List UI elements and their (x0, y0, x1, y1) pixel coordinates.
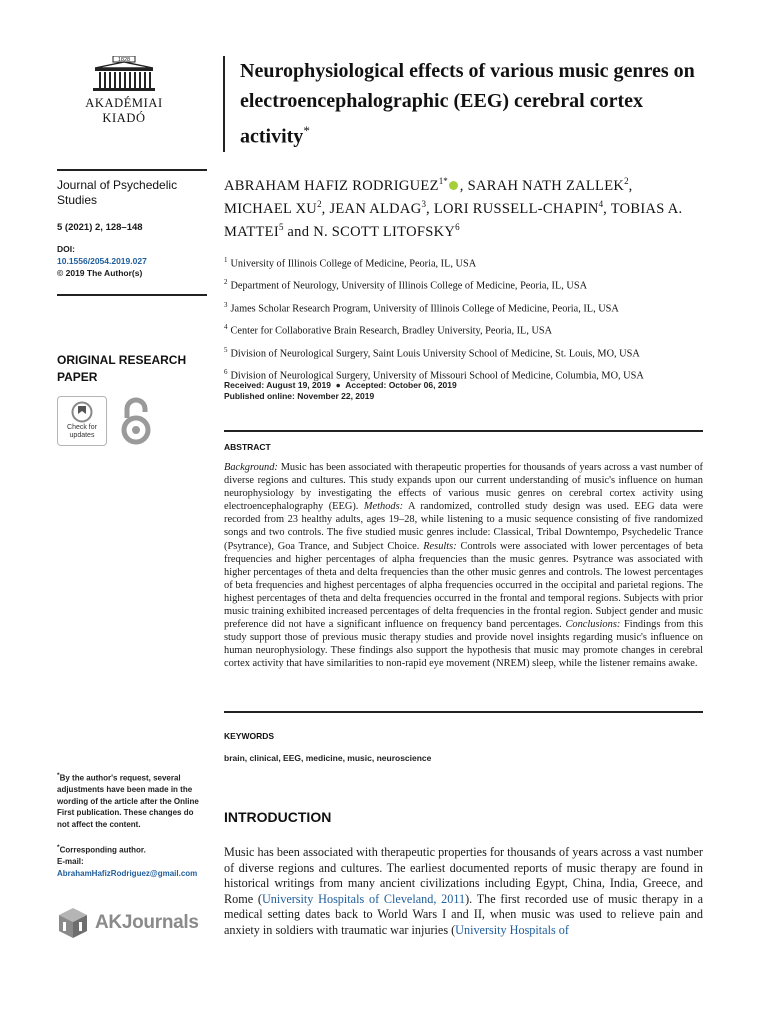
keywords-list: brain, clinical, EEG, medicine, music, neuroscience (224, 753, 432, 763)
affiliation-num: 2 (224, 278, 228, 287)
affiliation-item (224, 318, 703, 340)
open-access-icon (119, 396, 153, 451)
author-name[interactable]: ABRAHAM HAFIZ RODRIGUEZ (224, 177, 439, 194)
copyright: © 2019 The Author(s) (57, 268, 143, 278)
results-label: Results: (423, 540, 457, 552)
background-label: Background: (224, 462, 278, 473)
affiliation-num: 6 (224, 368, 228, 377)
citation-link[interactable]: University Hospitals of (455, 922, 569, 937)
affiliation-item (224, 273, 703, 295)
bullet-separator: ● (335, 380, 341, 390)
author-sup: 6 (455, 221, 460, 232)
check-for-updates-button[interactable] (57, 396, 107, 446)
check-updates-icon (71, 401, 93, 423)
left-divider-top (57, 169, 207, 171)
conclusions-label: Conclusions: (565, 619, 621, 631)
affiliations (224, 251, 703, 386)
author-sup: 3 (421, 198, 426, 209)
affiliation-item (224, 251, 703, 273)
abstract-heading: ABSTRACT (224, 442, 271, 452)
updates-label: updates (69, 432, 95, 439)
author-name[interactable]: MICHAEL XU (224, 200, 318, 217)
affiliation-num: 5 (224, 345, 228, 354)
title-divider (223, 56, 225, 152)
author-sup: 5 (278, 221, 284, 232)
methods-label: Methods: (363, 501, 404, 513)
intro-text: ). The first recorded use of music therapy in a medical setting dates back to World Wars I and II, when music was used to relieve pain and anxiety in soldiers with traumatic war injuries ( (224, 891, 704, 937)
affiliation-text: Center for Collaborative Brain Research, Bradley University, Peoria, IL, USA (230, 325, 553, 337)
affiliation-text: Division of Neurological Surgery, University of Missouri School of Medicine, Columbia, MO, USA (230, 370, 644, 382)
affiliation-num: 1 (224, 256, 228, 264)
author-name[interactable]: N. SCOTT LITOFSKY (313, 223, 456, 240)
article-title-text: Neurophysiological effects of various music genres on electroencephalographic (EEG) cerebral cortex activity (240, 60, 695, 148)
orcid-icon[interactable] (449, 181, 458, 190)
received-date: Received: August 19, 2019 (224, 380, 331, 390)
corresponding-mark: * (57, 844, 60, 851)
abstract-body (224, 461, 703, 671)
check-for-label: Check for (67, 424, 97, 431)
introduction-body (224, 845, 703, 939)
doi-link[interactable]: 10.1556/2054.2019.027 (57, 256, 147, 266)
author-name[interactable]: JEAN ALDAG (329, 200, 422, 217)
doi-label: DOI: (57, 244, 75, 254)
doi-block (57, 243, 207, 279)
left-divider-mid (57, 294, 207, 296)
affiliation-item (224, 296, 703, 318)
accepted-date: Accepted: October 06, 2019 (345, 380, 457, 390)
footnote-request-text: By the author's request, several adjustments have been made in the wording of the article after the Online First publication. These changes do not affect the content. (57, 773, 199, 829)
introduction-heading: INTRODUCTION (224, 809, 332, 825)
abstract-divider-bottom (224, 711, 703, 713)
keywords-heading: KEYWORDS (224, 731, 275, 741)
footnote-corresponding (57, 842, 207, 879)
author-list: ABRAHAM HAFIZ $RODRIGUEZ^{1*}$ , SARAH NATH ZALLEK$^2$, MICHAEL $XU^2$, JEAN ALDAG$^3$, LORI RUSSELL-CHAPIN$^4$, TOBIAS A. MATTEI$^5$ and N. SCOTT LITOFSKY$^6$ (224, 176, 683, 240)
akjournals-cube-icon (57, 906, 89, 940)
publisher-year: 1828 (117, 57, 131, 64)
affiliation-num: 3 (224, 300, 228, 309)
conclusions-text: Findings from this study support those of previous music therapy studies and provide novel insights regarding music's influence on human neurophysiology. These findings also support the hypothesis that music may promote changes in cerebral cortex activity that have similarities to non-rapid eye movement (NREM) sleep, while the listener remains awake. (224, 619, 703, 670)
email-label: E-mail: (57, 857, 84, 867)
affiliation-num: 4 (224, 323, 228, 332)
affiliation-text: Division of Neurological Surgery, Saint Louis University School of Medicine, St. Louis, MO, USA (230, 348, 640, 360)
intro-text: Music has been associated with therapeutic properties for thousands of years across a vast number of diverse regions and cultures. The earliest documented reports of music therapy are found in historical writings from many ancient civilizations including Egypt, China, India, Greece, and Rome ( (224, 845, 703, 906)
title-footnote-mark: * (303, 123, 310, 138)
author-sup: 2 (317, 198, 322, 209)
footnote-mark: * (57, 772, 60, 779)
akjournals-wordmark: AKJournals (95, 912, 199, 933)
footnote-request (57, 770, 207, 830)
citation-link[interactable]: University Hospitals of Cleveland, 2011 (261, 891, 466, 906)
building-icon (89, 56, 159, 94)
author-conjunction: and (287, 223, 310, 240)
email-link[interactable]: AbrahamHafizRodriguez@gmail.com (57, 868, 198, 878)
badges (57, 396, 207, 448)
abstract-divider-top (224, 430, 703, 432)
affiliation-text: James Scholar Research Program, University of Illinois College of Medicine, Peoria, IL, USA (230, 303, 619, 315)
publisher-name: AKADÉMIAI KIADÓ (85, 96, 163, 125)
affiliation-text: University of Illinois College of Medicine, Peoria, IL, USA (230, 258, 477, 270)
akjournals-logo (57, 906, 207, 946)
author-name[interactable]: TOBIAS A. MATTEI (224, 200, 683, 240)
journal-name[interactable]: Journal of Psychedelic Studies (57, 178, 178, 207)
background-text: Music has been associated with therapeutic properties for thousands of years across a vast number of diverse regions and cultures. This study expands upon our current understanding of music's influence on human neurophysiology by investigating the effects of various music genres on cerebral cortex activity using electroencephalography (EEG). (224, 462, 703, 513)
article-title (240, 56, 710, 152)
methods-text: A randomized, controlled study design was used. EEG data were recorded from 23 healthy adults, ages 19–28, while listening to a music sequence consisting of five randomized songs and two controls. The five studied music genres include: Classical, Tribal Downtempo, Psychedelic Trance (Psytrance), Goa Trance, and Subject Choice. (224, 501, 703, 552)
publication-dates (224, 380, 703, 402)
paper-type: ORIGINAL RESEARCH PAPER (57, 353, 187, 384)
author-sup: 4 (598, 198, 604, 209)
author-name[interactable]: SARAH NATH ZALLEK (467, 177, 625, 194)
publisher-logo (64, 56, 184, 126)
author-sup: 1* (438, 176, 448, 186)
affiliation-item (224, 341, 703, 363)
author-name[interactable]: LORI RUSSELL-CHAPIN (433, 200, 599, 217)
journal-issue: 5 (2021) 2, 128–148 (57, 222, 143, 233)
published-date: Published online: November 22, 2019 (224, 391, 375, 401)
corresponding-label: Corresponding author. (59, 845, 146, 855)
author-sup: 2 (624, 176, 629, 186)
affiliation-text: Department of Neurology, University of Illinois College of Medicine, Peoria, IL, USA (230, 280, 587, 292)
results-text: Controls were associated with lower percentages of beta frequencies and higher percentages of alpha frequencies than the music genres. Psytrance was associated with higher percentages of theta and delta frequencies than the other music genres and controls. The lowest percentages of beta frequencies and highest percentages of alpha frequencies occurred in the occipital and parietal regions. The highest percentages of theta and delta frequencies occurred in the frontal and temporal regions. Subjects with prior music training exhibited increased percentages of delta frequencies in the frontal region. Subject gender and music preference did not have a significant influence on frequency band percentages. (224, 540, 703, 631)
